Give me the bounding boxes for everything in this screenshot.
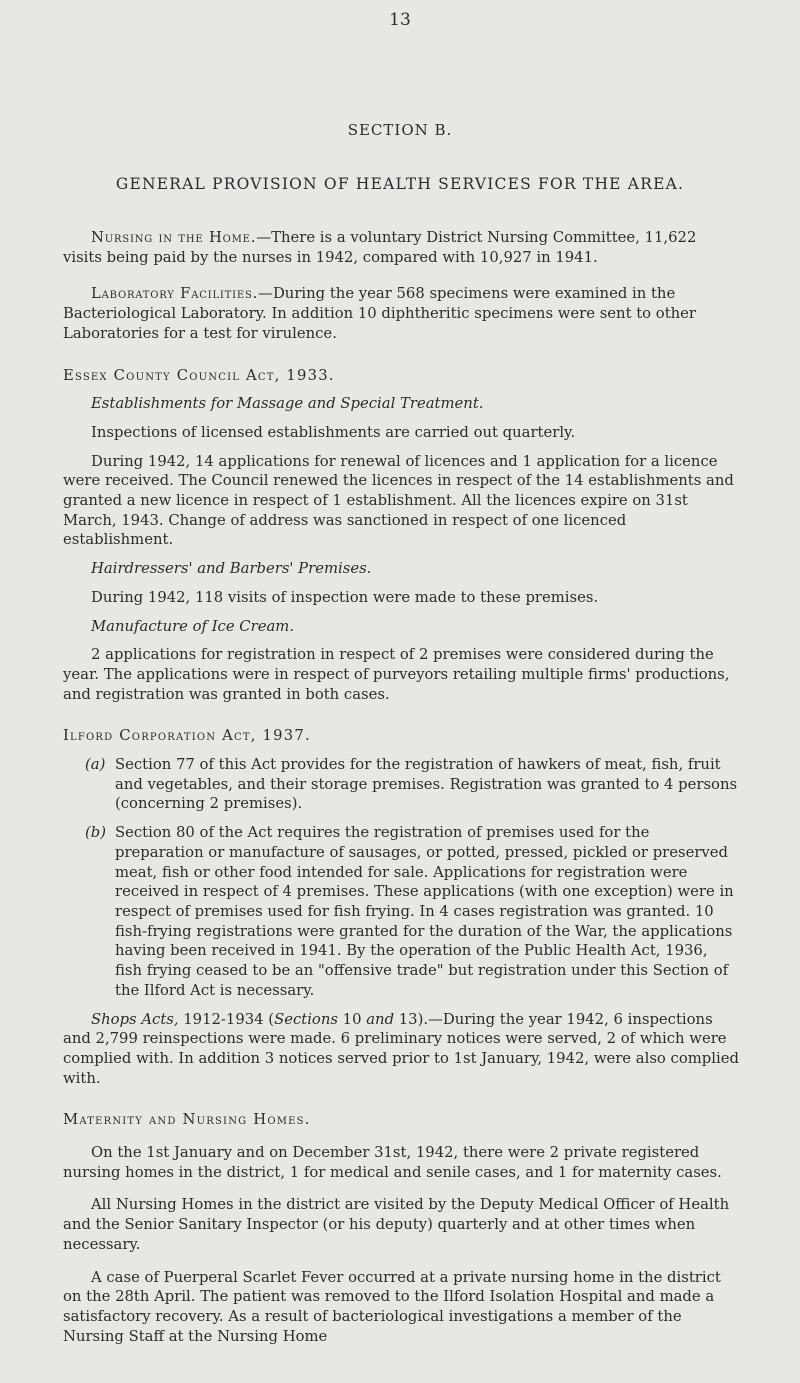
- hair-heading: Hairdressers' and Barbers' Premises.: [91, 560, 372, 578]
- massage-paragraph-1: Inspections of licensed establishments are carried out quarterly.: [91, 423, 576, 441]
- maternity-paragraph-1: On the 1st January and on December 31st, 1942, there were 2 private registered nursing homes in the district, 1 for medical and senile cases, and 1 for maternity cases.: [63, 1144, 722, 1181]
- massage-heading: Establishments for Massage and Special Treatment.: [91, 395, 484, 413]
- ice-paragraph: 2 applications for registration in respect of 2 premises were considered during the year. The applications were in respect of purveyors retailing multiple firms' productions, and registration was granted in both cases.: [63, 646, 730, 703]
- main-heading: GENERAL PROVISION OF HEALTH SERVICES FOR THE AREA.: [115, 175, 685, 193]
- shops-section-10: 10: [337, 1010, 367, 1028]
- essex-heading: Essex County Council Act, 1933.: [63, 366, 335, 384]
- shops-years: 1912-1934 (: [178, 1010, 275, 1028]
- ilford-clause-b: [85, 823, 739, 1000]
- maternity-paragraph-2: All Nursing Homes in the district are visited by the Deputy Medical Officer of Health and the Senior Sanitary Inspector (or his deputy) quarterly and at other times when necessary.: [63, 1196, 730, 1253]
- section-label: SECTION B.: [347, 121, 453, 139]
- maternity-paragraph-3: A case of Puerperal Scarlet Fever occurred at a private nursing home in the district on the 28th April. The patient was removed to the Ilford Isolation Hospital and made a satisfactory recovery. As a result of bacteriological investigations a member of the Nursing Staff at the Nursing Home: [63, 1268, 721, 1345]
- maternity-heading: Maternity and Nursing Homes.: [63, 1111, 311, 1129]
- nursing-title: Nursing in the Home.: [91, 229, 257, 246]
- hair-paragraph: During 1942, 118 visits of inspection were made to these premises.: [91, 588, 599, 606]
- ice-heading: Manufacture of Ice Cream.: [91, 617, 295, 635]
- clause-b-label: (b): [85, 824, 107, 842]
- clause-b-text: Section 80 of the Act requires the registration of premises used for the preparation or manufacture of sausages, or potted, pressed, pickled or preserved meat, fish or other food intended for sale. Applications for registration were received in respect of 4 premises. These applications (with one exception) were in respect of premises used for fish frying. In 4 cases registration was granted. 10 fish-frying registrations were granted for the duration of the War, the applications having been received in 1941. By the operation of the Public Health Act, 1936, fish frying ceased to be an "offensive trade" but registration under this Section of the Ilford Act is necessary.: [115, 824, 734, 999]
- ilford-clause-a: [85, 755, 739, 814]
- shops-paragraph: [63, 1010, 739, 1089]
- shops-text: —During the year 1942, 6 inspections and 2,799 reinspections were made. 6 preliminary notices were served, 2 of which were complied with. In addition 3 notices served prior to 1st January, 1942, were also complied with.: [63, 1010, 739, 1087]
- ilford-heading: Ilford Corporation Act, 1937.: [63, 727, 311, 745]
- shops-and-word: and: [366, 1010, 395, 1028]
- laboratory-title: Laboratory Facilities.: [91, 285, 259, 303]
- document-body: [63, 228, 739, 1346]
- nursing-text: —There is a voluntary District Nursing Committee, 11,622 visits being paid by the nurses in 1942, compared with 10,927 in 1941.: [63, 229, 697, 266]
- nursing-paragraph: [63, 228, 739, 267]
- laboratory-text: —During the year 568 specimens were examined in the Bacteriological Laboratory. In addition 10 diphtheritic specimens were sent to other Laboratories for a test for virulence.: [63, 285, 697, 342]
- laboratory-paragraph: [63, 284, 739, 343]
- massage-paragraph-2: During 1942, 14 applications for renewal of licences and 1 application for a licence were received. The Council renewed the licences in respect of the 14 establishments and granted a new licence in respect of 1 establishment. All the licences expire on 31st March, 1943. Change of address was sanctioned in respect of one licenced establishment.: [63, 452, 734, 549]
- shops-title: Shops Acts,: [91, 1010, 179, 1028]
- clause-a-text: Section 77 of this Act provides for the registration of hawkers of meat, fish, fruit and vegetables, and their storage premises. Registration was granted to 4 persons (concerning 2 premises).: [115, 756, 738, 813]
- page-number: 13: [389, 10, 411, 30]
- clause-a-label: (a): [85, 756, 106, 774]
- shops-section-13: 13).: [394, 1010, 429, 1028]
- shops-sections-word: Sections: [274, 1010, 338, 1028]
